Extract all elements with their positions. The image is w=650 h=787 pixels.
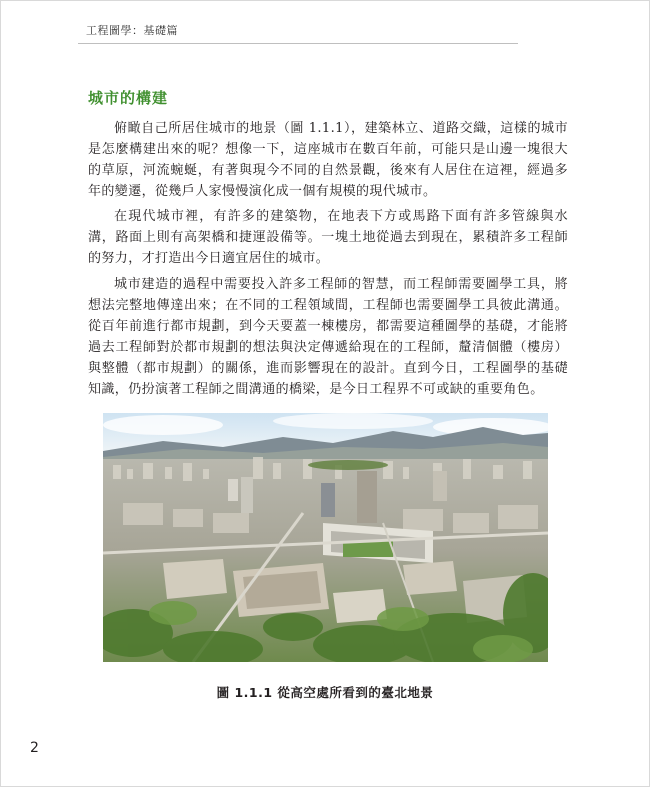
aerial-city-photo	[103, 413, 548, 662]
running-header: 工程圖學：基礎篇	[86, 24, 178, 37]
paragraph-3: 城市建造的過程中需要投入許多工程師的智慧，而工程師需要圖學工具，將想法完整地傳達出來；在不同的工程領域間，工程師也需要圖學工具彼此溝通。從百年前進行都市規劃，到今天要蓋一棟樓房，都需要這種圖學的基礎，才能將過去工程師對於都市規劃的想法與決定傳遞給現在的工程師，釐清個體（樓房）與整體（都市規劃）的關係，進而影響現在的設計。直到今日，工程圖學的基礎知識，仍扮演著工程師之間溝通的橋梁，是今日工程界不可或缺的重要角色。	[88, 277, 568, 397]
paragraph-2: 在現代城市裡，有許多的建築物，在地表下方或馬路下面有許多管線與水溝，路面上則有高架橋和捷運設備等。一塊土地從過去到現在，累積許多工程師的努力，才打造出今日適宜居住的城市。	[88, 209, 568, 266]
figure-caption: 圖 1.1.1 從高空處所看到的臺北地景	[216, 685, 434, 700]
header-divider	[78, 43, 518, 44]
paragraph-1: 俯瞰自己所居住城市的地景（圖 1.1.1），建築林立、道路交織，這樣的城市是怎麼構建出來的呢？想像一下，這座城市在數百年前，可能只是山邊一塊很大的草原，河流蜿蜒，有著與現今不同的自然景觀，後來有人居住在這裡，經過多年的變遷，從幾戶人家慢慢演化成一個有規模的現代城市。	[88, 121, 568, 199]
section-title: 城市的構建	[88, 89, 169, 107]
page-number: 2	[30, 740, 39, 756]
